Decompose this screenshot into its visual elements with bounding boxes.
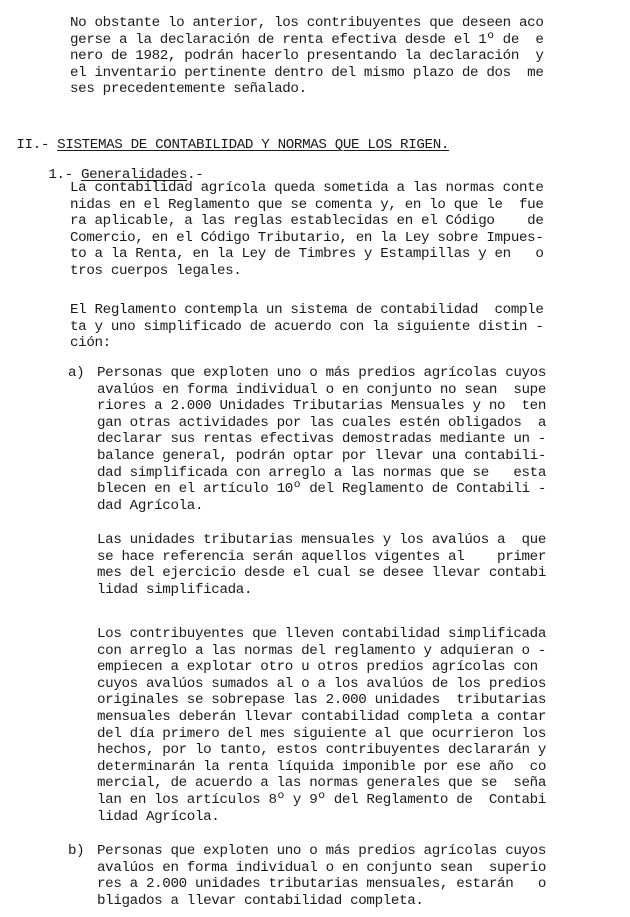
text-line: mensuales deberán llevar contabilidad completa a contar bbox=[97, 708, 547, 725]
text-line: mes del ejercicio desde el cual se desee llevar contabi bbox=[97, 565, 547, 582]
text-line: riores a 2.000 Unidades Tributarias Mensuales y no ten bbox=[97, 398, 547, 415]
item-b-paragraph bbox=[97, 843, 546, 909]
section-title: SISTEMAS DE CONTABILIDAD Y NORMAS QUE LOS RIGEN. bbox=[57, 137, 450, 153]
item-b-marker: b) bbox=[68, 843, 85, 859]
text-line: con arreglo a las normas del reglamento y adquieran o - bbox=[97, 642, 547, 659]
item-a-note-2 bbox=[97, 626, 546, 825]
paragraph-distinction bbox=[70, 302, 544, 352]
text-line: dad simplificada con arreglo a las normas que se esta bbox=[97, 464, 547, 481]
text-line: gan otras actividades por las cuales estén obligados a bbox=[97, 414, 547, 431]
item-a-paragraph bbox=[97, 365, 546, 514]
text-line: El Reglamento contempla un sistema de contabilidad comple bbox=[70, 302, 544, 318]
text-line: tros cuerpos legales. bbox=[70, 262, 242, 279]
subsection-suffix: .- bbox=[187, 167, 204, 183]
text-line: blecen en el artículo 10º del Reglamento de Contabili - bbox=[97, 481, 547, 498]
text-line: avalúos en forma individual o en conjunto sean superio bbox=[97, 859, 547, 876]
text-line: Personas que exploten uno o más predios agrícolas cuyos bbox=[97, 365, 547, 381]
section-heading bbox=[0, 121, 449, 153]
text-line: el inventario pertinente dentro del mismo plazo de dos me bbox=[70, 64, 544, 81]
text-line: avalúos en forma individual o en conjunto no sean supe bbox=[97, 381, 547, 398]
paragraph-generalidades bbox=[70, 180, 544, 280]
text-line: hechos, por lo tanto, estos contribuyentes declararán y bbox=[97, 742, 547, 759]
text-line: gerse a la declaración de renta efectiva desde el 1º de e bbox=[70, 31, 544, 48]
text-line: se hace referencia serán aquellos vigentes al primer bbox=[97, 548, 547, 565]
item-a-note-1 bbox=[97, 532, 546, 598]
subsection-number: 1.- bbox=[48, 167, 73, 183]
text-line: del día primero del mes siguiente al que ocurrieron los bbox=[97, 725, 547, 742]
text-line: Las unidades tributarias mensuales y los avalúos a que bbox=[97, 532, 547, 548]
item-a-marker: a) bbox=[68, 365, 85, 381]
text-line: Comercio, en el Código Tributario, en la Ley sobre Impues- bbox=[70, 229, 544, 246]
text-line: Personas que exploten uno o más predios agrícolas cuyos bbox=[97, 843, 547, 859]
section-number: II.- bbox=[16, 137, 49, 153]
text-line: Los contribuyentes que lleven contabilidad simplificada bbox=[97, 626, 547, 642]
text-line: to a la Renta, en la Ley de Timbres y Estampillas y en o bbox=[70, 246, 544, 263]
text-line: ses precedentemente señalado. bbox=[70, 81, 307, 98]
text-line: lidad simplificada. bbox=[97, 581, 253, 598]
text-line: ra aplicable, a las reglas establecidas en el Código de bbox=[70, 213, 544, 230]
text-line: ción: bbox=[70, 335, 111, 352]
text-line: mercial, de acuerdo a las normas generales que se seña bbox=[97, 775, 547, 792]
text-line: lan en los artículos 8º y 9º del Reglamento de Contabi bbox=[97, 791, 547, 808]
text-line: determinarán la renta líquida imponible por ese año co bbox=[97, 758, 547, 775]
text-line: No obstante lo anterior, los contribuyentes que deseen aco bbox=[70, 15, 544, 31]
text-line: cuyos avalúos sumados al o a los avalúos de los predios bbox=[97, 675, 547, 692]
text-line: bligados a llevar contabilidad completa. bbox=[97, 892, 424, 909]
text-line: dad Agrícola. bbox=[97, 497, 204, 514]
text-line: nidas en el Reglamento que se comenta y, en lo que le fue bbox=[70, 196, 544, 213]
text-line: res a 2.000 unidades tributarias mensuales, estarán o bbox=[97, 876, 547, 893]
text-line: nero de 1982, podrán hacerlo presentando la declaración y bbox=[70, 48, 544, 65]
subsection-heading bbox=[32, 151, 203, 183]
text-line: La contabilidad agrícola queda sometida a las normas conte bbox=[70, 180, 544, 196]
intro-paragraph bbox=[70, 15, 544, 98]
text-line: declarar sus rentas efectivas demostradas mediante un - bbox=[97, 431, 547, 448]
text-line: lidad Agrícola. bbox=[97, 808, 220, 825]
text-line: empiecen a explotar otro u otros predios agrícolas con bbox=[97, 659, 538, 676]
text-line: ta y uno simplificado de acuerdo con la siguiente distin - bbox=[70, 318, 544, 335]
subsection-title: Generalidades bbox=[81, 167, 188, 183]
text-line: balance general, podrán optar por llevar una contabili- bbox=[97, 447, 547, 464]
text-line: originales se sobrepase las 2.000 unidades tributarias bbox=[97, 692, 547, 709]
